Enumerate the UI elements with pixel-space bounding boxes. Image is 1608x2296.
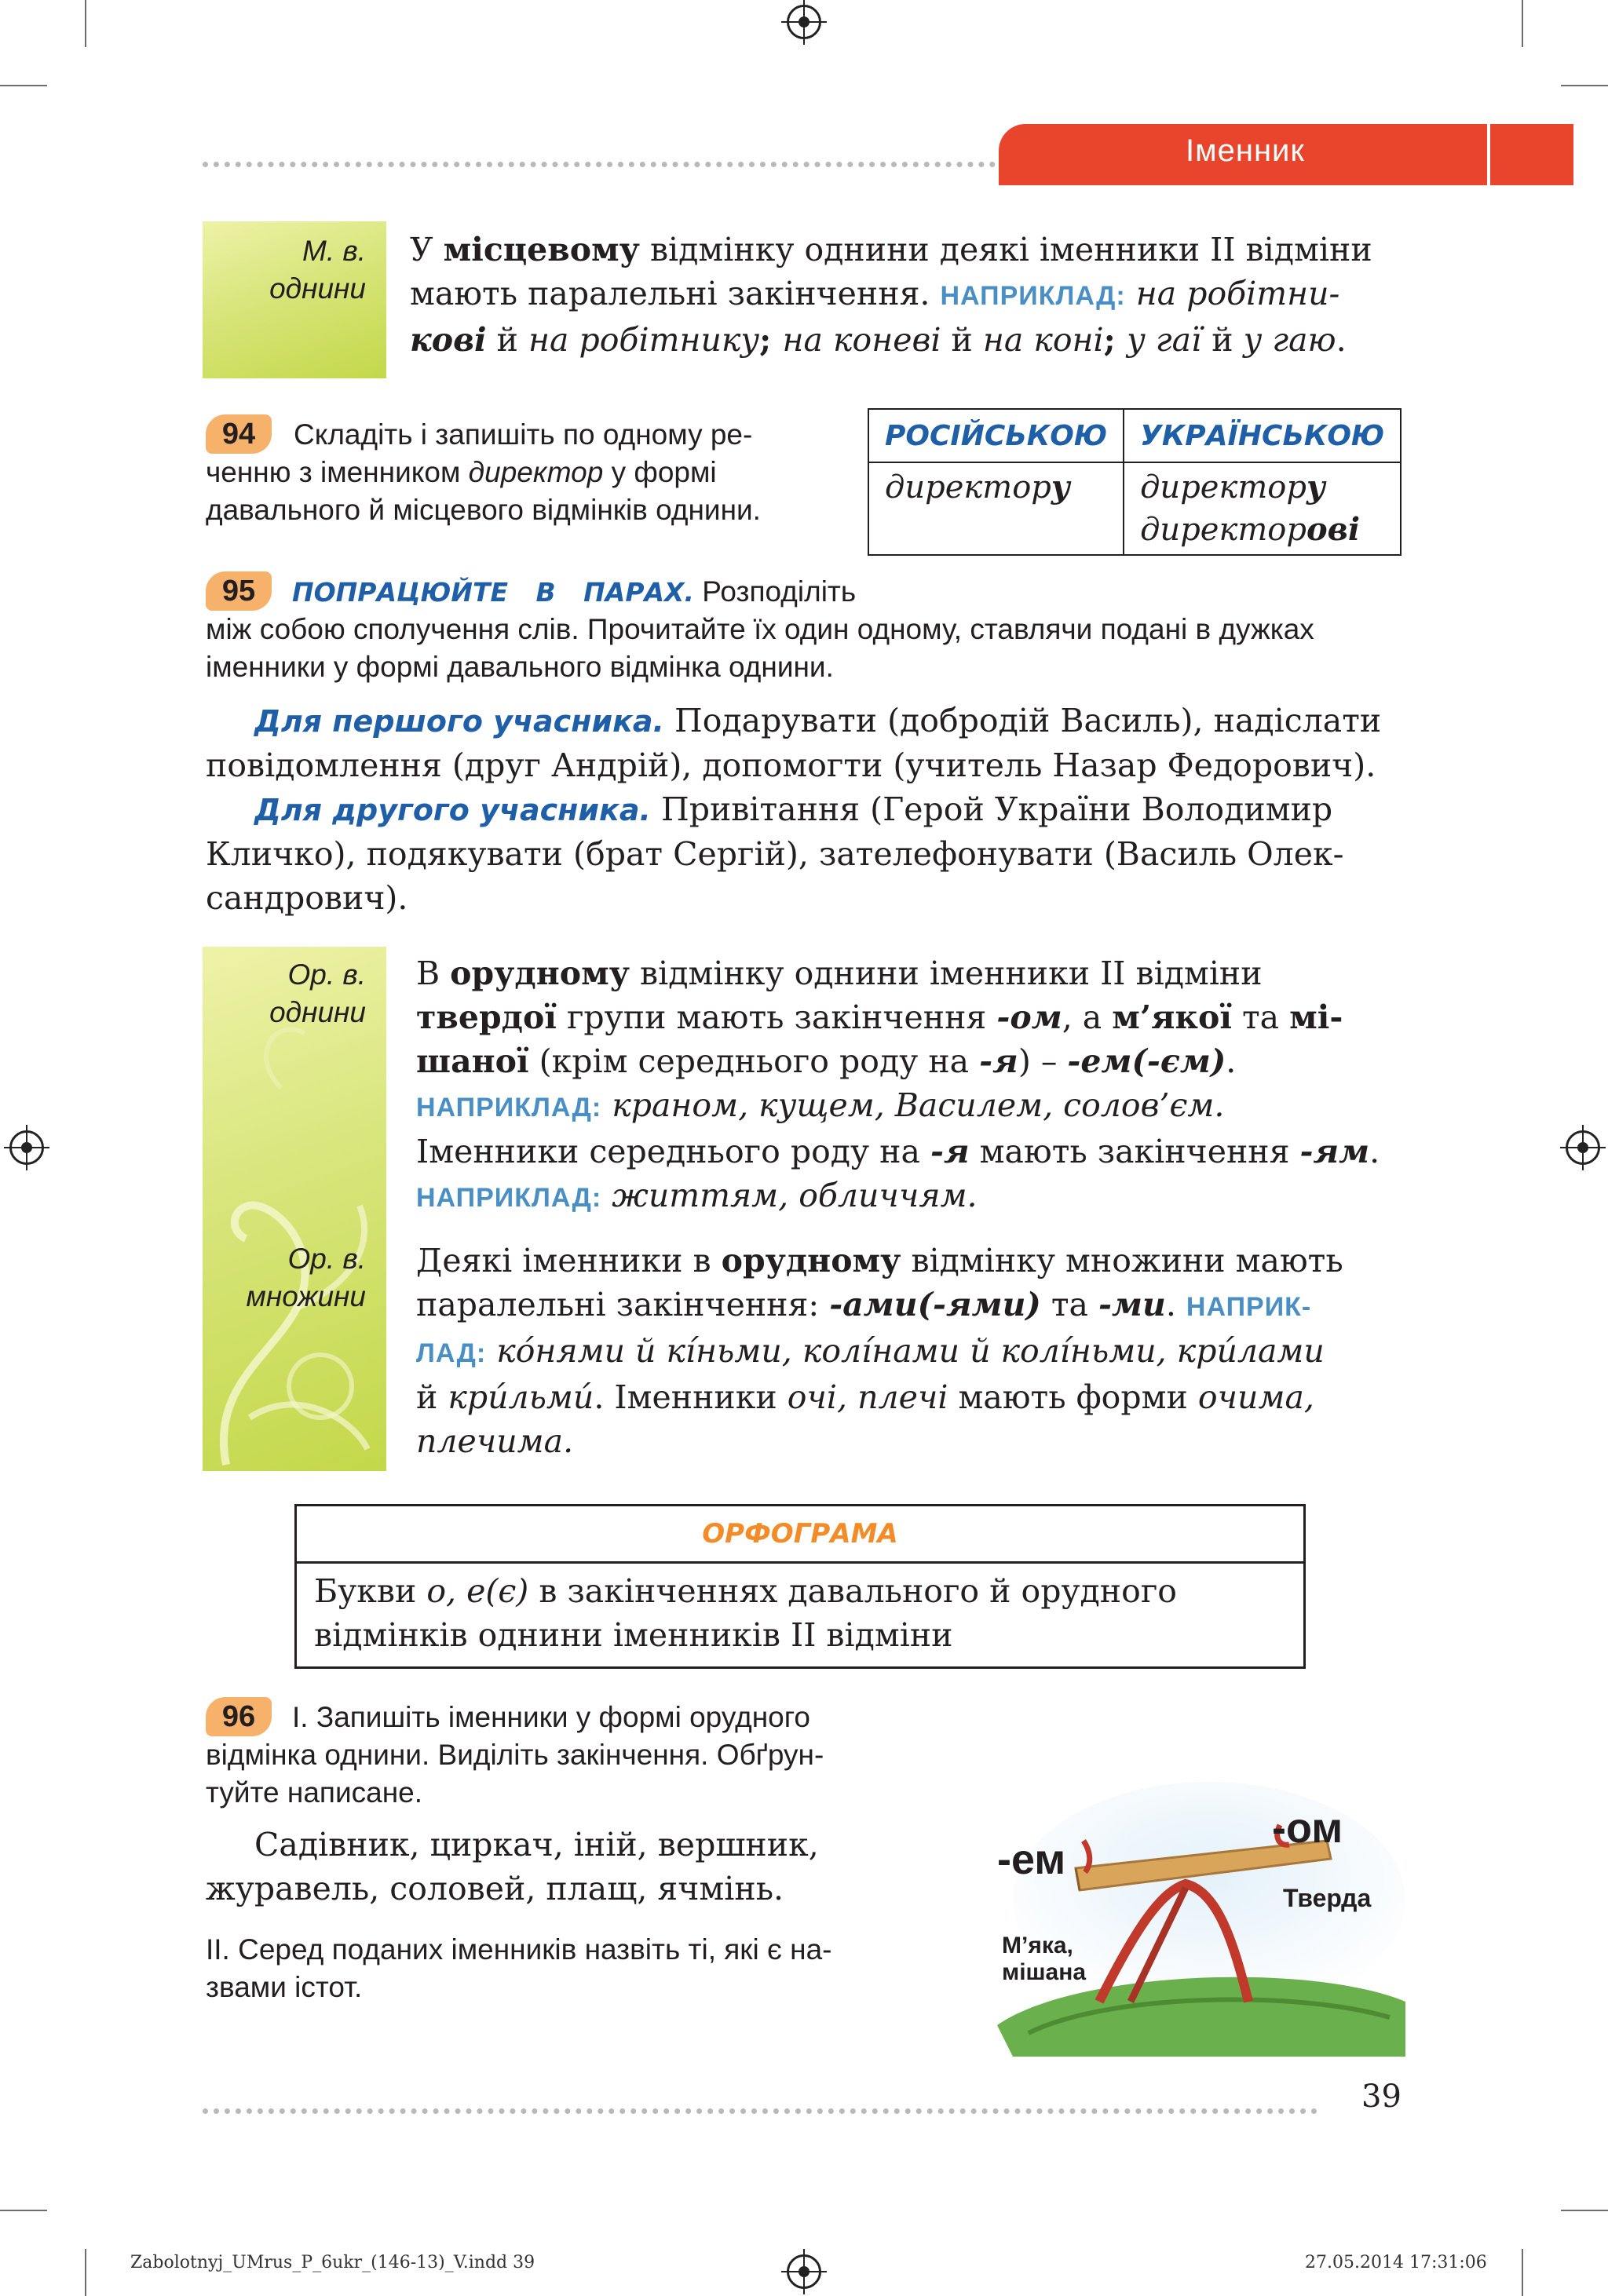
section-tab (999, 124, 1487, 185)
rule-instrumental-plural: Деякі іменники в орудному відмінку множини мають паралельні закінчення: -ами(-ями) та -ми. НАПРИК- ЛАД: ко́нями й кі́ньми, колі́нами й колі́ньми, кри́лами й кри́льми́. Іменники очі, плечі мають форми очима, плечима. (416, 1242, 1343, 1460)
task-94-text: Складіть і запишіть по одному ре- (294, 418, 753, 451)
task-95-heading: ПОПРАЦЮЙТЕ В ПАРАХ. Розподіліть (292, 575, 857, 608)
label-soft-mixed: М’яка, мішана (1002, 1933, 1087, 1985)
example-label: ЛАД: (416, 1338, 487, 1368)
orthogram-text: Букви о, е(є) в закінченнях давального й орудного відмінків однини іменників ІІ відміни (314, 1572, 1177, 1654)
participant-2-label: Для другого учасника. (254, 793, 651, 827)
task-96-words: Садівник, циркач, іній, вершник, журавель, соловей, плащ, ячмінь. (206, 1826, 819, 1907)
crop-mark (1561, 85, 1608, 86)
side-label: Ор. в. однини (269, 958, 366, 1028)
orthogram-header (297, 1506, 1303, 1564)
example-label: НАПРИКЛАД: (416, 1093, 602, 1122)
side-label: М. в. однини (269, 235, 366, 305)
footer-date: 27.05.2014 17:31:06 (1305, 2253, 1487, 2272)
rule-locative-singular: У місцевому відмінку однини деякі іменники ІІ відміни мають паралельні закінчення. НАПРИКЛАД: на робітни- кові й на робітнику; на коневі й на коні; у гаї й у гаю. (410, 231, 1372, 359)
task-94-text-cont: ченню з іменником директор у формі давального й місцевого відмінків однини. (206, 456, 761, 526)
side-label-panel (203, 221, 386, 378)
registration-mark-icon (787, 5, 821, 39)
task-number: 94 (206, 414, 272, 454)
task-96-text-cont: відмінка однини. Виділіть закінчення. Обґрун- туйте написане. (206, 1739, 824, 1809)
crop-mark (1522, 0, 1523, 47)
ending-hard: -ом (1272, 1805, 1343, 1852)
example-label: НАПРИКЛАД: (416, 1183, 602, 1213)
table-header-ukrainian: УКРАЇНСЬКОЮ (1124, 409, 1401, 462)
section-title: Іменник (1186, 133, 1305, 168)
table-header-russian: РОСІЙСЬКОЮ (868, 409, 1124, 462)
registration-mark-icon (787, 2254, 821, 2289)
side-label-panel (203, 947, 386, 1471)
task-number: 95 (206, 571, 272, 611)
example-label: НАПРИКЛАД: (940, 281, 1126, 311)
registration-mark-icon (9, 1130, 44, 1165)
footer-dotted-rule (203, 2108, 1317, 2114)
orthogram-title: ОРФОГРАМА (702, 1518, 898, 1550)
task-95-exercise: Для першого учасника. Подарувати (добродій Василь), надіслати повідомлення (друг Андрій), допомогти (учитель Назар Федорович). Для другого учасника. Привітання (Герой України Володимир Кличко), подякувати (брат Сергій), зателефонувати (Василь Олек- сандрович). (206, 702, 1382, 917)
crop-mark (1522, 2249, 1523, 2296)
section-tab-end (1490, 124, 1573, 185)
crop-mark (85, 0, 86, 47)
seesaw-illustration (981, 1766, 1405, 2057)
ending-soft: -ем (997, 1836, 1066, 1883)
table-cell-ukrainian: директору директорові (1124, 462, 1401, 555)
rule-instrumental-singular: В орудному відмінку однини іменники ІІ відміни твердої групи мають закінчення -ом, а м’якої та мі- шаної (крім середнього роду на -я) – -ем(-єм). НАПРИКЛАД: краном, кущем, Василем, солов’єм. Іменники середнього роду на -я мають закінчення -ям. НАПРИКЛАД: життям, обличчям. (416, 955, 1380, 1214)
footer-file-info: Zabolotnyj_UMrus_P_6ukr_(146-13)_V.indd 39 (130, 2253, 535, 2272)
table-cell-russian: директору (868, 462, 1124, 555)
crop-mark (85, 2249, 86, 2296)
task-96-text: І. Запишіть іменники у формі орудного (292, 1701, 810, 1733)
translation-table (868, 408, 1402, 556)
example-label: НАПРИК- (1186, 1292, 1312, 1322)
orthogram-box (294, 1504, 1306, 1669)
page-number: 39 (1361, 2079, 1402, 2115)
crop-mark (0, 2210, 47, 2211)
registration-mark-icon (1566, 1130, 1600, 1165)
header-dotted-rule (203, 162, 996, 167)
side-label: Ор. в. множини (246, 1243, 366, 1312)
crop-mark (0, 85, 47, 86)
crop-mark (1561, 2210, 1608, 2211)
task-number: 96 (206, 1697, 272, 1736)
task-95-text: між собою сполучення слів. Прочитайте їх один одному, ставлячи подані в дужках іменники у формі давального відмінка однини. (206, 613, 1314, 683)
participant-1-label: Для першого учасника. (254, 704, 664, 739)
task-96-part2: ІІ. Серед поданих іменників назвіть ті, які є на- звами істот. (206, 1933, 832, 2003)
label-hard: Тверда (1283, 1884, 1372, 1912)
